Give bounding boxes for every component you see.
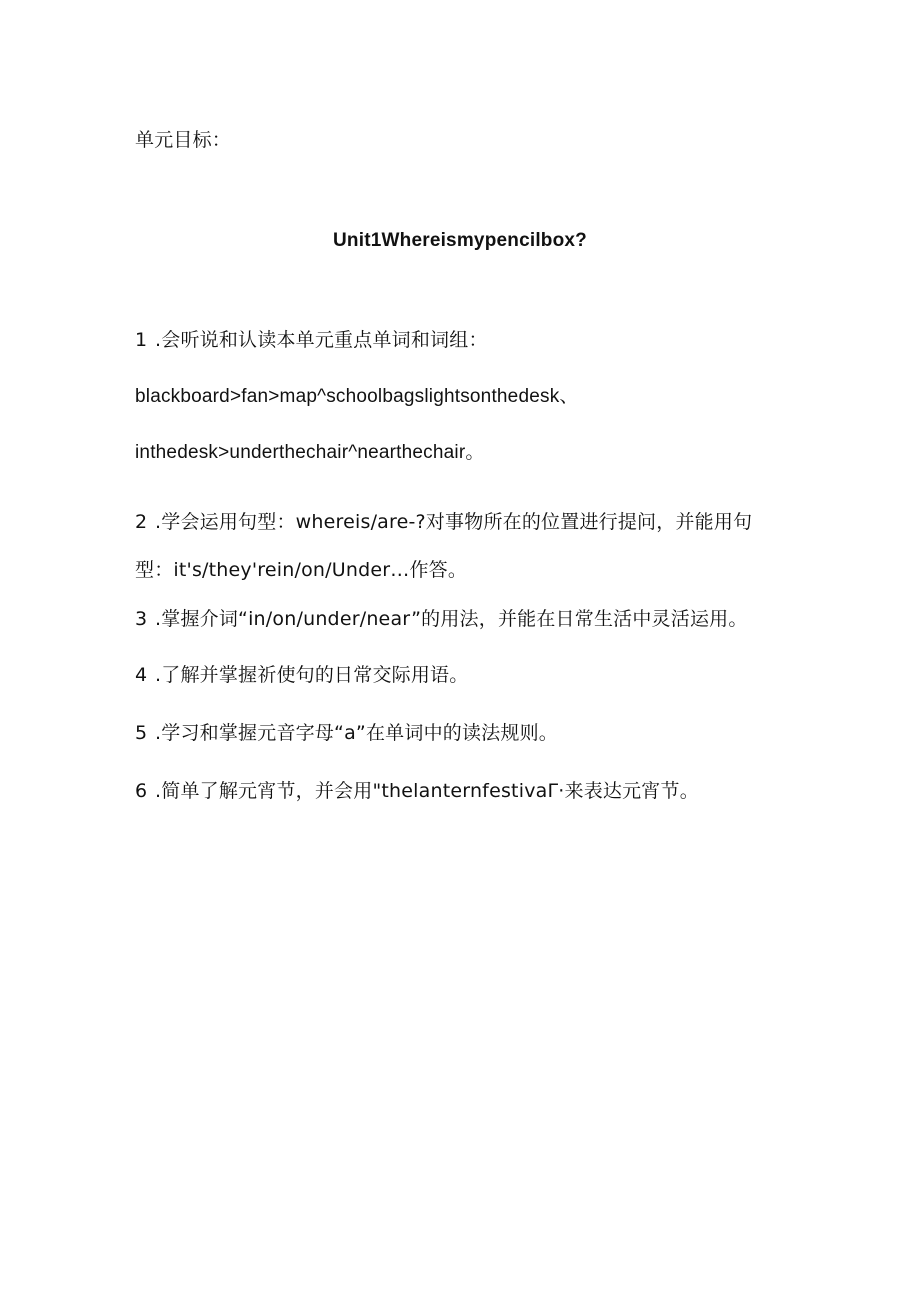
objective-number: 6 <box>135 780 148 802</box>
objective-text: .会听说和认读本单元重点单词和词组： <box>155 329 488 351</box>
section-heading: 单元目标： <box>135 129 232 151</box>
objective-2 <box>135 509 752 535</box>
objective-1 <box>135 327 488 353</box>
objective-1-vocab-line-2: inthedesk>underthechair^nearthechair。 <box>135 442 485 463</box>
objective-5 <box>135 720 558 746</box>
objective-text: .掌握介词“in/on/under/near”的用法，并能在日常生活中灵活运用。 <box>155 608 748 630</box>
objective-number: 5 <box>135 722 148 744</box>
objective-number: 1 <box>135 329 148 351</box>
objective-6 <box>135 778 699 804</box>
objective-4 <box>135 662 468 688</box>
objective-text: .了解并掌握祈使句的日常交际用语。 <box>155 664 469 686</box>
objective-1-vocab-line-1: blackboard>fan>map^schoolbagslightsonthedesk、 <box>135 386 579 407</box>
objective-text: .学习和掌握元音字母“a”在单词中的读法规则。 <box>155 722 558 744</box>
objective-number: 3 <box>135 608 148 630</box>
objective-text: .学会运用句型：whereis/are-?对事物所在的位置进行提问，并能用句 <box>155 511 753 533</box>
objective-3 <box>135 606 748 632</box>
unit-title: Unit1Whereismypencilbox? <box>333 230 587 251</box>
objective-text: .简单了解元宵节，并会用"thelanternfestivaΓ·来表达元宵节。 <box>155 780 699 802</box>
objective-number: 4 <box>135 664 148 686</box>
objective-number: 2 <box>135 511 148 533</box>
objective-2-continuation: 型：it's/they'rein/on/Under…作答。 <box>135 559 468 581</box>
